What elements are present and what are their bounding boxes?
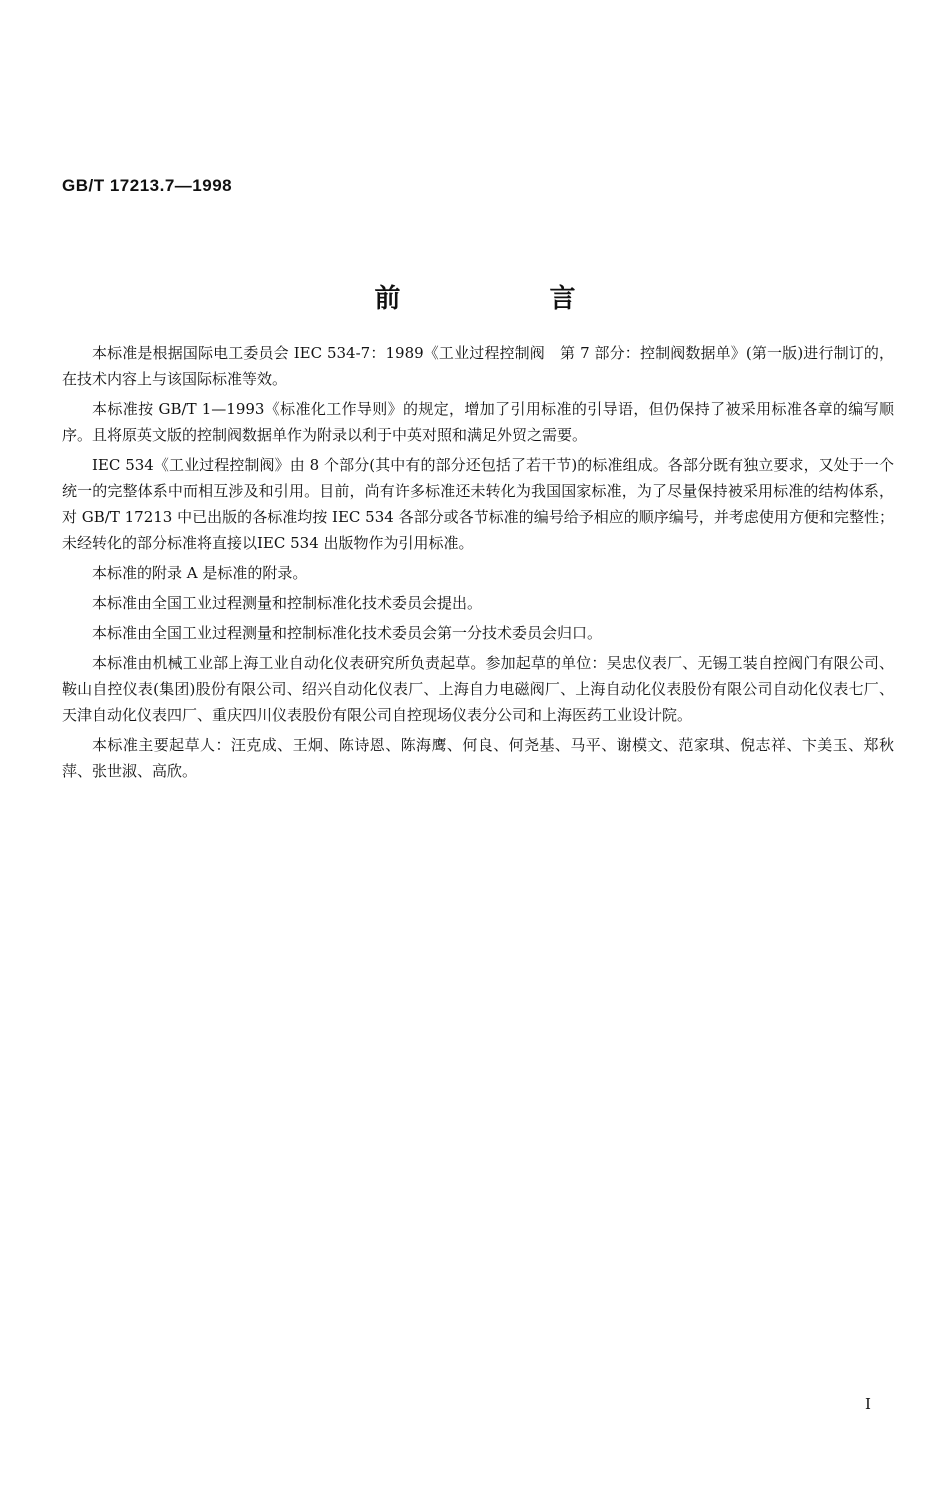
document-body: [62, 340, 894, 788]
paragraph-adoption: 本标准是根据国际电工委员会 IEC 534-7：1989《工业过程控制阀 第 7 部分：控制阀数据单》(第一版)进行制订的，在技术内容上与该国际标准等效。: [62, 344, 894, 388]
paragraph-proposed-by: 本标准由全国工业过程测量和控制标准化技术委员会提出。: [92, 594, 483, 612]
paragraph-drafters: 本标准主要起草人：汪克成、王炯、陈诗恩、陈海鹰、何良、何尧基、马平、谢模文、范家琪、倪志祥、卞美玉、郑秋萍、张世淑、高欣。: [62, 736, 894, 780]
paragraph-drafting-rules: 本标准按 GB/T 1—1993《标准化工作导则》的规定，增加了引用标准的引导语，但仍保持了被采用标准各章的编写顺序。且将原英文版的控制阀数据单作为附录以利于中英对照和满足外贸之需要。: [62, 400, 894, 444]
paragraph-under-jurisdiction: 本标准由全国工业过程测量和控制标准化技术委员会第一分技术委员会归口。: [92, 624, 603, 642]
page-number: I: [865, 1395, 871, 1413]
paragraph-series-structure: IEC 534《工业过程控制阀》由 8 个部分(其中有的部分还包括了若干节)的标准组成。各部分既有独立要求，又处于一个统一的完整体系中而相互涉及和引用。目前，尚有许多标准还未转化为我国国家标准，为了尽量保持被采用标准的结构体系，对 GB/T 17213 中已出版的各标准均按 IEC 534 各部分或各节标准的编号给予相应的顺序编号，并考虑使用方便和完整性；未经转化的部分标准将直接以IEC 534 出版物作为引用标准。: [62, 456, 894, 552]
paragraph-drafting-units: 本标准由机械工业部上海工业自动化仪表研究所负责起草。参加起草的单位：吴忠仪表厂、无锡工装自控阀门有限公司、鞍山自控仪表(集团)股份有限公司、绍兴自动化仪表厂、上海自力电磁阀厂、上海自动化仪表股份有限公司自动化仪表七厂、天津自动化仪表四厂、重庆四川仪表股份有限公司自控现场仪表分公司和上海医药工业设计院。: [62, 654, 894, 724]
standard-code: GB/T 17213.7—1998: [62, 176, 233, 195]
paragraph-annex: 本标准的附录 A 是标准的附录。: [92, 564, 308, 582]
page-title: 前 言: [374, 284, 646, 314]
